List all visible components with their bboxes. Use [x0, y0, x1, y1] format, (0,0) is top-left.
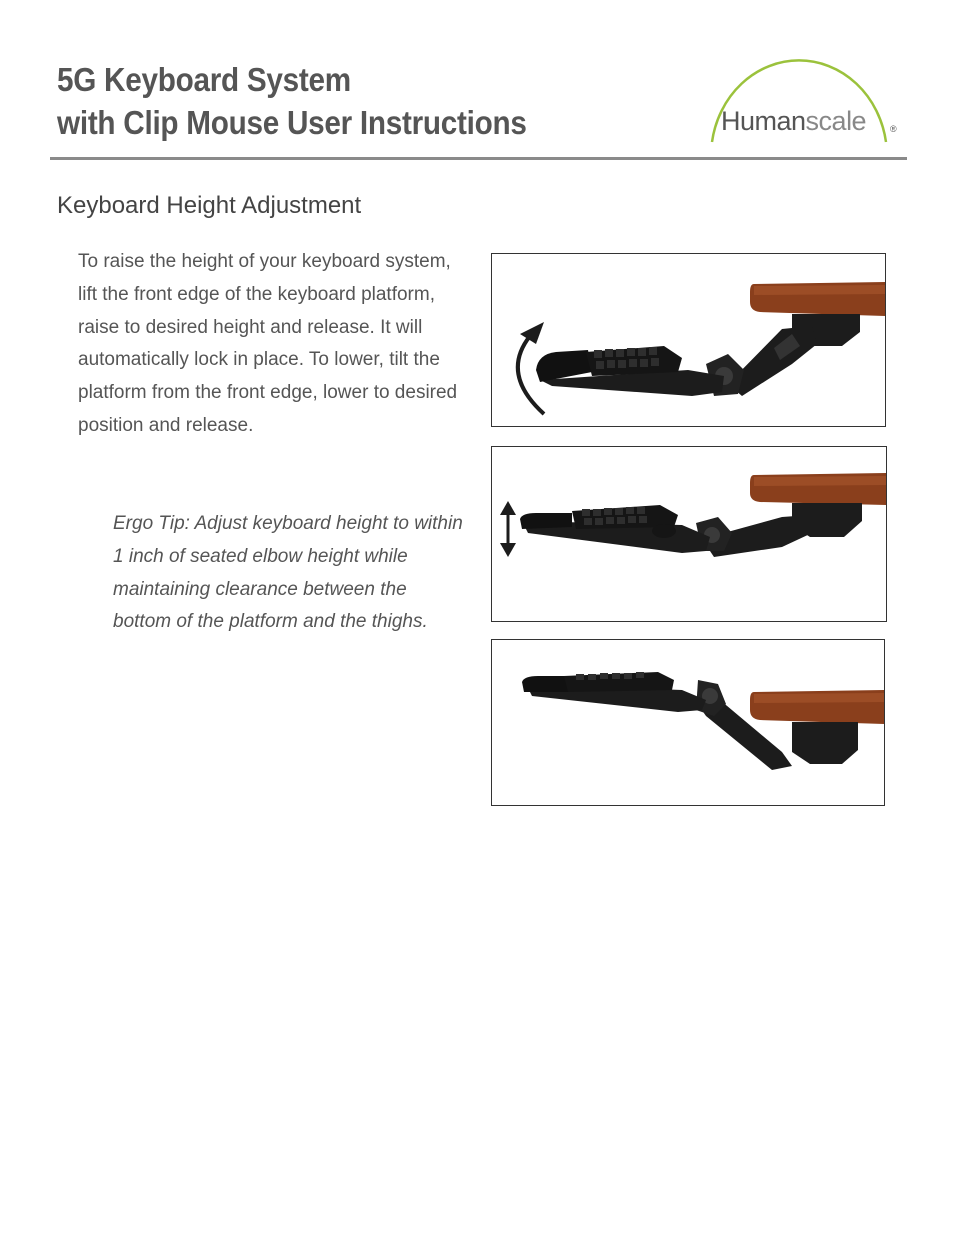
key: [595, 518, 603, 525]
key: [617, 517, 625, 524]
key: [649, 347, 657, 355]
key: [576, 674, 584, 680]
key: [637, 507, 645, 514]
key: [651, 358, 659, 366]
page-title: [57, 58, 527, 144]
registered-mark: ®: [890, 124, 897, 134]
section-heading: Keyboard Height Adjustment: [57, 192, 362, 219]
title-line-1: 5G Keyboard System: [57, 61, 351, 98]
key: [615, 508, 623, 515]
header-divider: [50, 157, 907, 160]
logo-wordmark: Humanscale: [721, 106, 867, 136]
key: [582, 509, 590, 516]
key: [605, 349, 613, 357]
key: [604, 508, 612, 515]
key: [638, 348, 646, 356]
key: [629, 359, 637, 367]
key: [616, 349, 624, 357]
adjust-illustration: [491, 446, 887, 622]
key: [639, 516, 647, 523]
key: [584, 518, 592, 525]
key: [626, 507, 634, 514]
key: [618, 360, 626, 368]
humanscale-logo: [706, 40, 902, 146]
key: [612, 673, 620, 679]
key: [640, 359, 648, 367]
key: [607, 360, 615, 368]
ergo-tip: Ergo Tip: Adjust keyboard height to within 1 inch of seated elbow height while maintaining clearance between the bottom of the platform and the thighs.: [113, 513, 463, 633]
key: [606, 517, 614, 524]
instruction-paragraph: To raise the height of your keyboard system, lift the front edge of the keyboard platform, raise to desired height and release. It will automatically lock in place. To lower, tilt the platform from the front edge, lower to desired position and release.: [78, 251, 458, 436]
double-vertical-arrow-icon: [500, 501, 516, 557]
key: [593, 509, 601, 516]
raise-illustration: [491, 253, 886, 427]
key: [596, 361, 604, 369]
key: [628, 516, 636, 523]
key: [636, 672, 644, 678]
key: [588, 674, 596, 680]
key: [624, 673, 632, 679]
lowered-illustration: [491, 639, 885, 806]
key: [627, 348, 635, 356]
title-line-2: with Clip Mouse User Instructions: [57, 104, 527, 141]
key: [594, 350, 602, 358]
key: [600, 673, 608, 679]
